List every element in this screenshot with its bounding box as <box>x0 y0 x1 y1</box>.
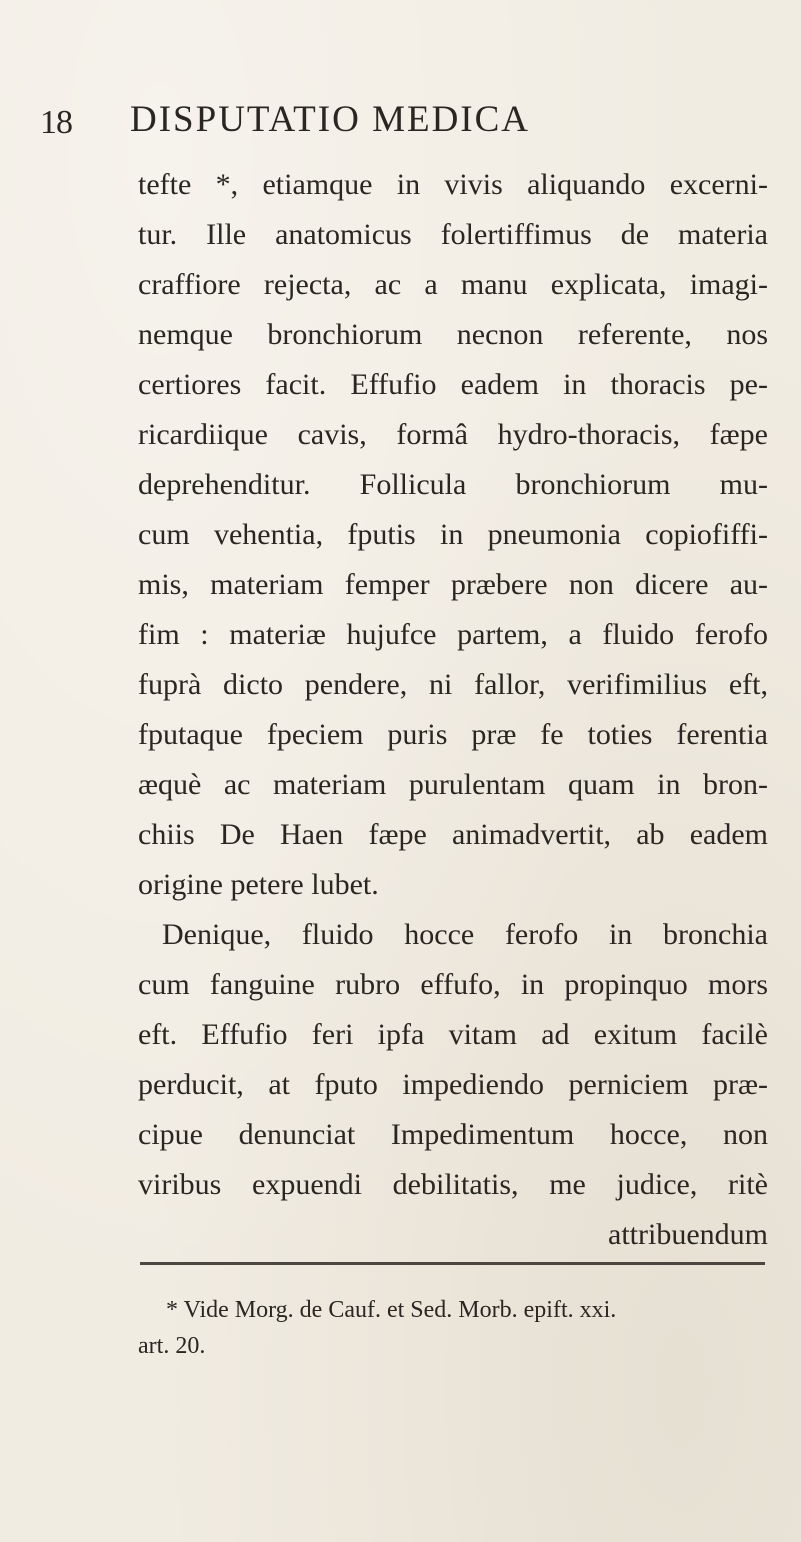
footnote <box>138 1292 768 1364</box>
text-line: ricardiique cavis, formâ hydro-thoracis, fæpe <box>138 418 768 451</box>
text-line: fputaque fpeciem puris præ fe toties ferentia <box>138 718 768 751</box>
text-line: Denique, fluido hocce ferofo in bronchia <box>162 918 768 951</box>
text-line: cum vehentia, fputis in pneumonia copiofiffi- <box>138 518 768 551</box>
page-number: 18 <box>40 104 72 141</box>
text-line: nemque bronchiorum necnon referente, nos <box>138 318 768 351</box>
text-line: fuprà dicto pendere, ni fallor, verifimilius eft, <box>138 668 768 701</box>
text-line: æquè ac materiam purulentam quam in bron- <box>138 768 768 801</box>
body-text <box>138 160 768 1260</box>
footnote-line: * Vide Morg. de Cauf. et Sed. Morb. epift. xxi. <box>166 1297 617 1323</box>
text-line: chiis De Haen fæpe animadvertit, ab eadem <box>138 818 768 851</box>
text-line: viribus expuendi debilitatis, me judice, ritè <box>138 1168 768 1201</box>
text-line: certiores facit. Effufio eadem in thoracis pe- <box>138 368 768 401</box>
footnote-line: art. 20. <box>138 1333 206 1359</box>
text-line: tefte *, etiamque in vivis aliquando excerni- <box>138 168 768 201</box>
text-line: deprehenditur. Follicula bronchiorum mu- <box>138 468 768 501</box>
text-line: perducit, at fputo impediendo perniciem præ- <box>138 1068 768 1101</box>
page-header <box>40 98 760 148</box>
text-line: craffiore rejecta, ac a manu explicata, imagi- <box>138 268 768 301</box>
text-line: cum fanguine rubro effufo, in propinquo mors <box>138 968 768 1001</box>
text-line: eft. Effufio feri ipfa vitam ad exitum facilè <box>138 1018 768 1051</box>
text-line: cipue denunciat Impedimentum hocce, non <box>138 1118 768 1151</box>
footnote-rule <box>140 1262 765 1265</box>
text-line: fim : materiæ hujufce partem, a fluido ferofo <box>138 618 768 651</box>
text-line: attribuendum <box>608 1218 768 1251</box>
text-line: mis, materiam femper præbere non dicere au- <box>138 568 768 601</box>
text-line: tur. Ille anatomicus folertiffimus de materia <box>138 218 768 251</box>
running-title: DISPUTATIO MEDICA <box>130 99 531 140</box>
text-line: origine petere lubet. <box>138 868 379 901</box>
